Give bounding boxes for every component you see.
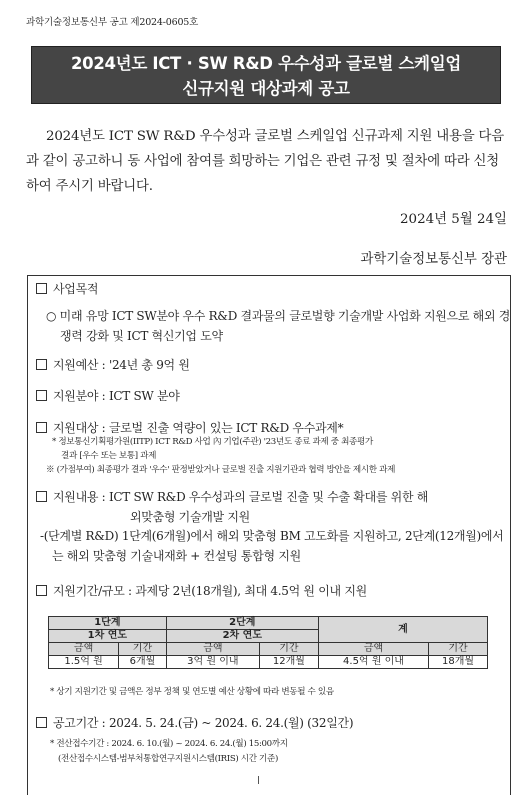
checkbox-square-icon	[36, 359, 47, 370]
title-line-2: 신규지원 대상과제 공고	[182, 79, 350, 98]
submit-note-2: (전산접수시스템-범부처통합연구지원시스템(IRIS) 시간 기준)	[58, 754, 278, 764]
th-amount: 금액	[166, 643, 259, 656]
checkbox-square-icon	[36, 390, 47, 401]
content-detail: -(단계별 R&D) 1단계(6개월)에서 해외 맞춤형 BM 고도화를 지원하고, 2단계(12개월)에서는 해외 맞춤형 기술내재화 + 컨설팅 통합형 지원	[40, 529, 504, 563]
table-cell: 1.5억 원	[49, 656, 119, 669]
th-amount: 금액	[318, 643, 428, 656]
th-period: 기간	[429, 643, 488, 656]
table-cell: 3억 원 이내	[166, 656, 259, 669]
section-content-line-2: 외맞춤형 기술개발 지원	[130, 510, 250, 524]
table-cell: 6개월	[119, 656, 167, 669]
table-cell: 18개월	[429, 656, 488, 669]
th-stage1-year: 1차 연도	[49, 630, 167, 643]
table-cell: 12개월	[260, 656, 319, 669]
th-stage2-year: 2차 연도	[166, 630, 318, 643]
th-period: 기간	[260, 643, 319, 656]
page-mark	[258, 776, 259, 784]
section-field: 지원분야 : ICT SW 분야	[36, 387, 180, 404]
checkbox-square-icon	[36, 491, 47, 502]
target-note-1: * 정보통신기획평가원(IITP) ICT R&D 사업 內 기업(주관) '23년도 종료 과제 중 최종평가	[52, 437, 373, 447]
section-period-scale: 지원기간/규모 : 과제당 2년(18개월), 최대 4.5억 원 이내 지원	[36, 582, 367, 599]
checkbox-square-icon	[36, 422, 47, 433]
target-note-1b: 결과 [우수 또는 보통] 과제	[61, 451, 157, 461]
signer: 과학기술정보통신부 장관	[360, 252, 507, 267]
table-cell: 4.5억 원 이내	[318, 656, 428, 669]
content-box	[27, 275, 511, 795]
th-total: 계	[318, 617, 487, 643]
notice-date: 2024년 5월 24일	[400, 212, 507, 227]
purpose-bullet: ○ 미래 유망 ICT SW분야 우수 R&D 결과물의 글로벌향 기술개발 사업화 지원으로 해외 경쟁력 강화 및 ICT 혁신기업 도약	[46, 309, 511, 343]
section-content: 지원내용 : ICT SW R&D 우수성과의 글로벌 진출 및 수출 확대를 위한 해	[36, 488, 428, 505]
section-target: 지원대상 : 글로벌 진출 역량이 있는 ICT R&D 우수과제*	[36, 419, 343, 436]
section-budget: 지원예산 : '24년 총 9억 원	[36, 356, 190, 373]
notice-number: 과학기술정보통신부 공고 제2024-0605호	[26, 17, 199, 28]
submit-note-1: * 전산접수기간 : 2024. 6. 10.(월) ~ 2024. 6. 24.(월) 15:00까지	[50, 739, 288, 749]
table-note: * 상기 지원기간 및 금액은 정부 정책 및 연도별 예산 상황에 따라 변동될 수 있음	[50, 687, 334, 697]
th-period: 기간	[119, 643, 167, 656]
th-stage2: 2단계	[166, 617, 318, 630]
checkbox-square-icon	[36, 717, 47, 728]
section-purpose: 사업목적	[36, 280, 98, 297]
title-line-1: 2024년도 ICT · SW R&D 우수성과 글로벌 스케일업	[70, 54, 462, 73]
target-note-2: ※ (가점부여) 최종평가 결과 '우수' 판정받았거나 글로벌 진출 지원기관과 협력 방안을 제시한 과제	[46, 465, 396, 475]
checkbox-square-icon	[36, 585, 47, 596]
intro-paragraph: 2024년도 ICT SW R&D 우수성과 글로벌 스케일업 신규과제 지원 내용을 다음과 같이 공고하니 동 사업에 참여를 희망하는 기업은 관련 규정 및 절차에 따라 신청하여 주시기 바랍니다.	[26, 129, 505, 194]
checkbox-square-icon	[36, 283, 47, 294]
budget-table	[48, 616, 488, 669]
title-banner	[31, 46, 501, 104]
th-amount: 금액	[49, 643, 119, 656]
section-announce-period: 공고기간 : 2024. 5. 24.(금) ~ 2024. 6. 24.(월) (32일간)	[36, 714, 353, 731]
th-stage1: 1단계	[49, 617, 167, 630]
